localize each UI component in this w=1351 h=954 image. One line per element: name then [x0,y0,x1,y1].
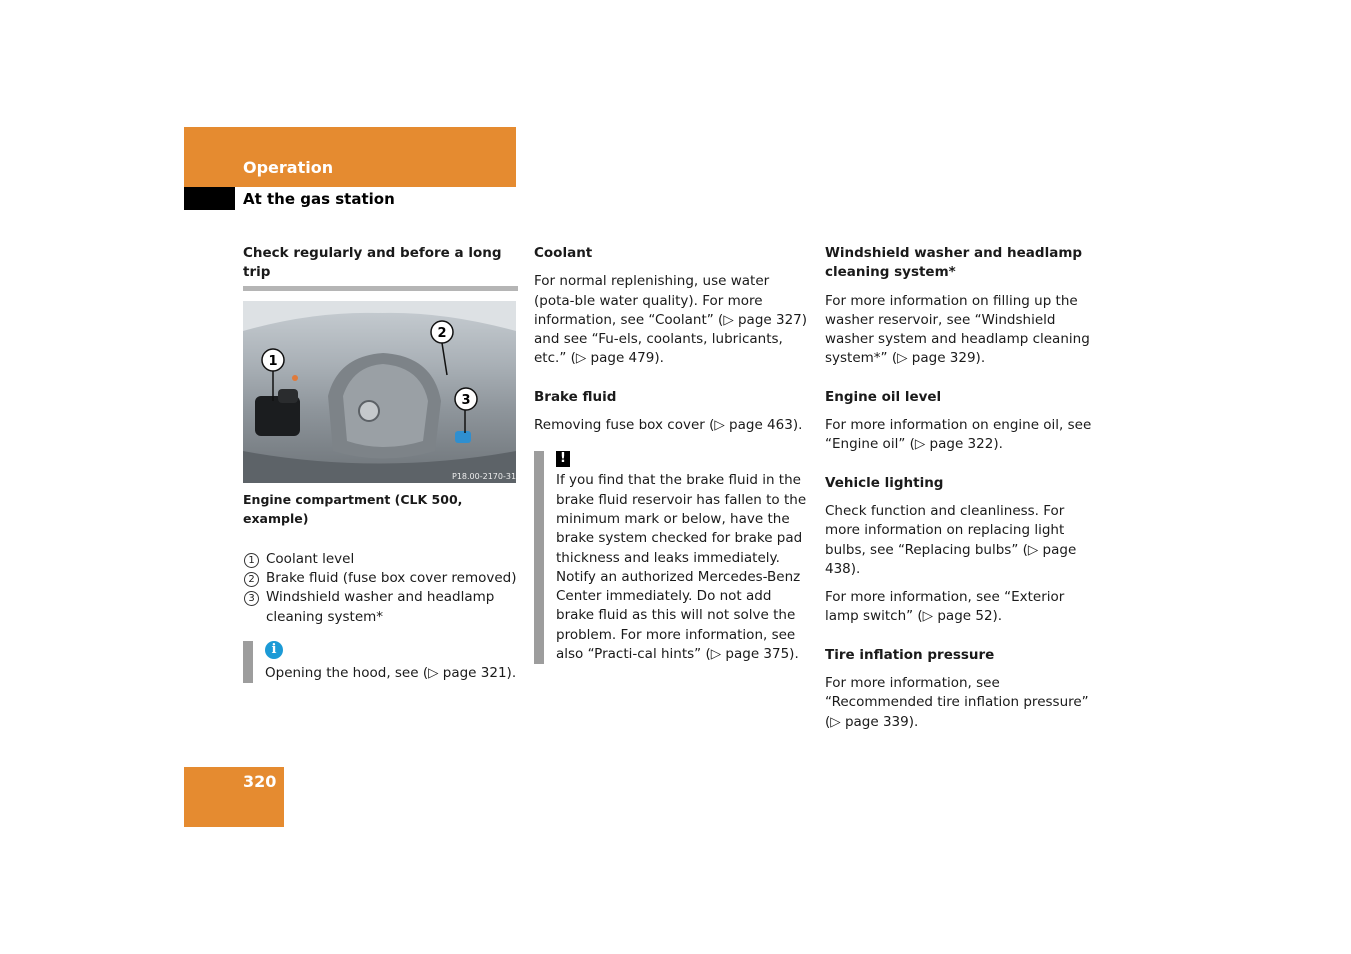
svg-text:1: 1 [268,353,278,369]
washer-text: For more information on filling up the washer reservoir, see “Windshield washer system and headlamp cleaning system*” (▷ page 329). [825,292,1090,367]
callout-2 [431,321,453,343]
item-number: 3 [244,591,259,606]
warning-icon: ! [556,451,570,467]
svg-text:3: 3 [461,392,471,408]
oil-heading: Engine oil level [825,388,942,405]
oil-text: For more information on engine oil, see “Engine oil” (▷ page 322). [825,417,1092,453]
brake-text: Removing fuse box cover (▷ page 463). [534,417,803,434]
section-title: Operation [243,158,334,177]
item-text: Brake fluid (fuse box cover removed) [266,569,517,586]
coolant-text: For normal replenishing, use water (pota-ble water quality). For more information, see “Coolant” (▷ page 327) and see “Fu-els, coolants, lubricants, etc.” (▷ page 479). [534,273,808,367]
column-2 [534,244,809,664]
item-number: 1 [244,553,259,568]
list-item [243,550,518,569]
engine-illustration [243,301,516,483]
lighting-text-1: Check function and cleanliness. For more information on replacing light bulbs, see “Replacing bulbs” (▷ page 438). [825,502,1077,577]
column-1 [243,244,518,683]
photo-caption: Engine compartment (CLK 500, example) [243,491,463,526]
header-band [184,127,516,187]
list-item [243,588,518,627]
tire-heading: Tire inflation pressure [825,646,995,663]
washer-heading: Windshield washer and headlamp cleaning system* [825,245,1083,281]
info-note [243,641,518,683]
item-text: Coolant level [266,550,355,567]
page-number: 320 [243,772,277,791]
warning-note [534,451,809,664]
check-heading: Check regularly and before a long trip [243,244,518,291]
callout-1 [262,349,284,371]
lighting-text-2: For more information, see “Exterior lamp switch” (▷ page 52). [825,589,1065,625]
info-icon: i [265,641,283,659]
info-text: Opening the hood, see (▷ page 321). [265,664,517,681]
engine-compartment-photo [243,301,516,483]
column-3 [825,244,1100,732]
brake-heading: Brake fluid [534,388,617,405]
header-marker [184,187,235,210]
subsection-title: At the gas station [243,190,395,208]
item-number: 2 [244,572,259,587]
item-text: Windshield washer and headlamp cleaning system* [266,589,495,625]
list-item [243,569,518,588]
callout-3 [455,388,477,410]
warning-text: If you find that the brake fluid in the brake fluid reservoir has fallen to the minimum mark or below, have the brake system checked for brake pad thickness and leaks immediately. Notify an authorized Mercedes-Benz Center immediately. Do not add brake fluid as this will not solve the problem. For more information, see also “Practi-cal hints” (▷ page 375). [556,472,807,663]
coolant-heading: Coolant [534,245,593,261]
photo-code: P18.00-2170-31 [452,471,516,481]
svg-text:2: 2 [437,325,447,341]
note-bar [534,451,544,664]
note-bar [243,641,253,683]
lighting-heading: Vehicle lighting [825,474,944,491]
tire-text: For more information, see “Recommended tire inflation pressure” (▷ page 339). [825,675,1089,730]
